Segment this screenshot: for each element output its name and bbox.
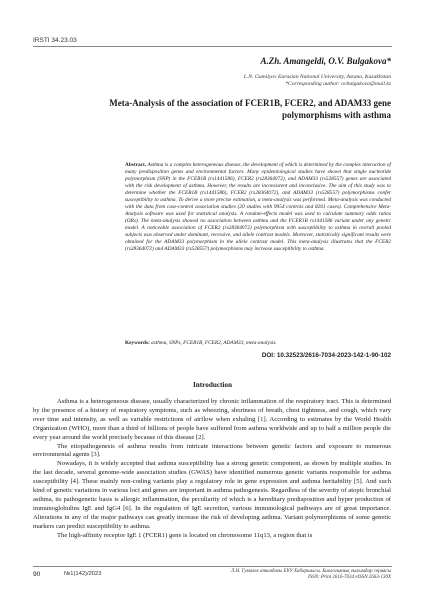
paragraph: The etiopathogenesis of asthma results from intricate interactions between genetic factors and exposure to numerous environmental agents [3].	[33, 442, 391, 459]
keywords	[125, 340, 391, 347]
author-affiliation	[141, 74, 391, 88]
abstract	[125, 162, 391, 253]
corresponding-author-email: *Corresponding author: ovbulgakova@mail.kz	[285, 81, 391, 87]
keywords-text: asthma, SNPs, FCER1B, FCER2, ADAM33, meta-analysis.	[151, 340, 277, 346]
paragraph: The high-affinity receptor IgE 1 (FCER1) gene is located on chromosome 11q13, a region that is	[57, 531, 313, 539]
abstract-label: Abstract.	[125, 162, 147, 168]
title-line-2: polymorphisms with asthma	[281, 109, 391, 120]
keywords-label: Keywords:	[125, 340, 150, 346]
footer-divider	[33, 566, 392, 567]
affiliation-line: L.N. Gumilyov Eurasian National University, Astana, Kazakhstan	[243, 74, 391, 80]
irsti-code: IRSTI 34.23.03	[33, 37, 77, 44]
journal-info	[181, 569, 391, 582]
doi-link[interactable]: DOI: 10.32523/2616-7034-2023-142-1-90-102	[261, 352, 391, 359]
abstract-text: Asthma is a complex heterogeneous disease, the development of which is determined by the complex interaction of many predisposition genes and environmental factors. Many epidemiological studies have shown that single nucleotide polymorphism (SNP) in the FCER1B (rs1441586), FCER2 (rs28364072), and ADAM33 (rs528557) genes are associated with the risk development of asthma. However, the results are inconsistent and inconclusive. The aim of this study was to determine whether the FCER1B (rs1441586), FCER2 (rs28364072), and ADAM33 (rs528557) polymorphisms confer susceptibility to asthma. To derive a more precise estimation, a meta-analysis was performed. Meta-analysis was conducted with the data from case-control association studies (20 studies with 9954 controls and 8261 cases). Comprehensive Meta-Analysis software was used for statistical analysis. A random-effects model was used to calculate summary odds ratios (ORs). The meta-analysis showed no association between asthma and the FCER1B rs1441586 variant under any genetic model. A noticeable association of FCER2 (rs28364072) polymorphism with susceptibility to asthma in overall pooled subjects was observed under dominant, recessive, and allele contrast models. Moreover, statistically significant results were obtained for the ADAM33 polymorphism in the allele contrast model. This meta-analysis illustrates that the FCER2 (rs28364072) and ADAM33 (rs528557) polymorphisms may increase susceptibility to asthma.	[125, 162, 391, 252]
page-number: 90	[33, 571, 41, 578]
issue-number: №1(142)/2023	[64, 571, 102, 577]
title-line-1: Meta-Analysis of the association of FCER1B, FCER2, and ADAM33 gene	[109, 98, 391, 108]
paragraph: Asthma is a heterogeneous disease, usually characterized by chronic inflammation of the respiratory tract. This is determined by the presence of a history of respiratory symptoms, such as wheezing, shortness of breath, chest tightness, and cough, which vary over time and intensity, as well as variable restrictions of airflow when exhaling [1]. According to estimates by the World Health Organization (WHO), more than a third of billions of people have suffered from asthma worldwide and up to half a million people die every year around the world precisely because of this disease [2].	[33, 398, 391, 441]
body-text	[33, 398, 391, 541]
section-heading-introduction: Introduction	[192, 381, 232, 389]
article-title	[91, 98, 391, 121]
header-divider	[33, 46, 392, 47]
paragraph: Nowadays, it is widely accepted that asthma susceptibility has a strong genetic component, as shown by multiple studies. In the last decade, several genome-wide association studies (GWAS) have identified numerous genetic variants responsible for asthma susceptibility [4]. These mainly non-coding variants play a regulatory role in gene expression and asthma heritability [5]. And such kind of genetic variations in various loci and genes are important in asthma pathogenesis. Regardless of the severity of atopic bronchial asthma, its pathogenetic basis is allergic inflammation, the peculiarity of which is a hereditary predisposition and hyper production of immunoglobulins IgE and IgG4 [6]. In the regulation of IgE secretion, various immunological pathways are of great importance. Alterations in any of the major pathways can greatly increase the risk of developing asthma. Variant polymorphisms of some genetic markers can predict susceptibility to asthma.	[33, 460, 391, 530]
journal-title: Л.Н. Гумилев атындағы ЕҰУ Хабаршысы. Биологиялық ғылымдар сериясы	[230, 569, 391, 574]
article-authors: A.Zh. Amangeldi, O.V. Bulgakova*	[260, 56, 391, 66]
journal-issn: ISSN: Print 2616-7034 eISSN 2663-130X	[307, 575, 391, 581]
